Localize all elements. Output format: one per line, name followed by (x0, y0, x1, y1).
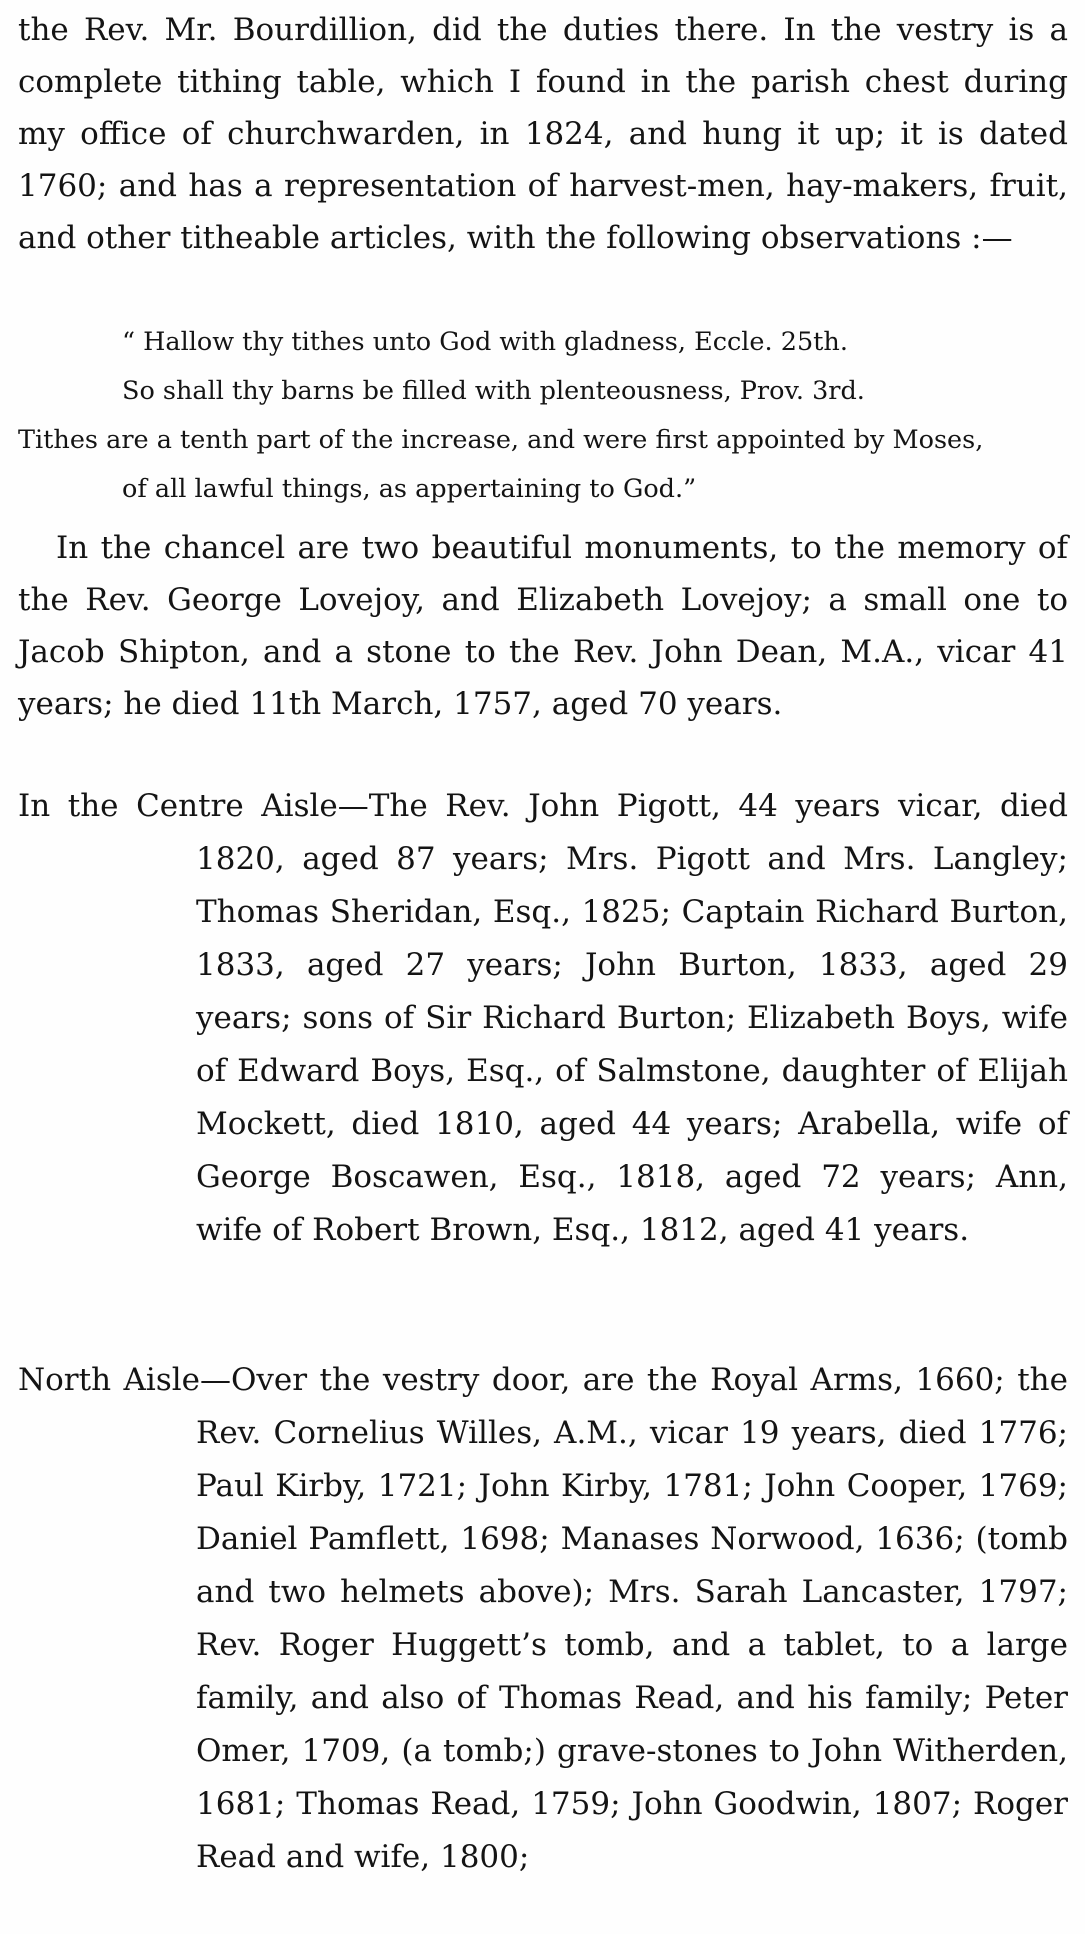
quote-line-4: of all lawful things, as appertaining to God.” (122, 474, 697, 504)
quote-line-2: So shall thy barns be filled with plenteousness, Prov. 3rd. (122, 376, 865, 406)
tithing-table-quotation (18, 318, 1068, 514)
paragraph-chancel-monuments: In the chancel are two beautiful monuments, to the memory of the Rev. George Lovejoy, and Elizabeth Lovejoy; a small one to Jacob Shipton, and a stone to the Rev. John Dean, M.A., vicar 41 years; he died 11th March, 1757, aged 70 years. (18, 530, 1068, 722)
quote-line-1: “ Hallow thy tithes unto God with gladness, Eccle. 25th. (122, 327, 848, 357)
quote-line-3: Tithes are a tenth part of the increase, and were first appointed by Moses, (18, 425, 984, 455)
paragraph-vestry-tithing-table: the Rev. Mr. Bourdillion, did the duties there. In the vestry is a complete tithing table, which I found in the parish chest during my office of churchwarden, in 1824, and hung it up; it is dated 1760; and has a representation of harvest-men, hay-makers, fruit, and other titheable articles, with the following observations :— (18, 12, 1068, 256)
entry-north-aisle: North Aisle—Over the vestry door, are the Royal Arms, 1660; the Rev. Cornelius Willes, A.M., vicar 19 years, died 1776; Paul Kirby, 1721; John Kirby, 1781; John Cooper, 1769; Daniel Pamflett, 1698; Manases Norwood, 1636; (tomb and two helmets above); Mrs. Sarah Lancaster, 1797; Rev. Roger Huggett’s tomb, and a tablet, to a large family, and also of Thomas Read, and his family; Peter Omer, 1709, (a tomb;) grave-stones to John Witherden, 1681; Thomas Read, 1759; John Goodwin, 1807; Roger Read and wife, 1800; (18, 1362, 1068, 1875)
entry-centre-aisle: In the Centre Aisle—The Rev. John Pigott, 44 years vicar, died 1820, aged 87 years; Mrs. Pigott and Mrs. Langley; Thomas Sheridan, Esq., 1825; Captain Richard Burton, 1833, aged 27 years; John Burton, 1833, aged 29 years; sons of Sir Richard Burton; Elizabeth Boys, wife of Edward Boys, Esq., of Salmstone, daughter of Elijah Mockett, died 1810, aged 44 years; Arabella, wife of George Boscawen, Esq., 1818, aged 72 years; Ann, wife of Robert Brown, Esq., 1812, aged 41 years. (18, 788, 1068, 1248)
